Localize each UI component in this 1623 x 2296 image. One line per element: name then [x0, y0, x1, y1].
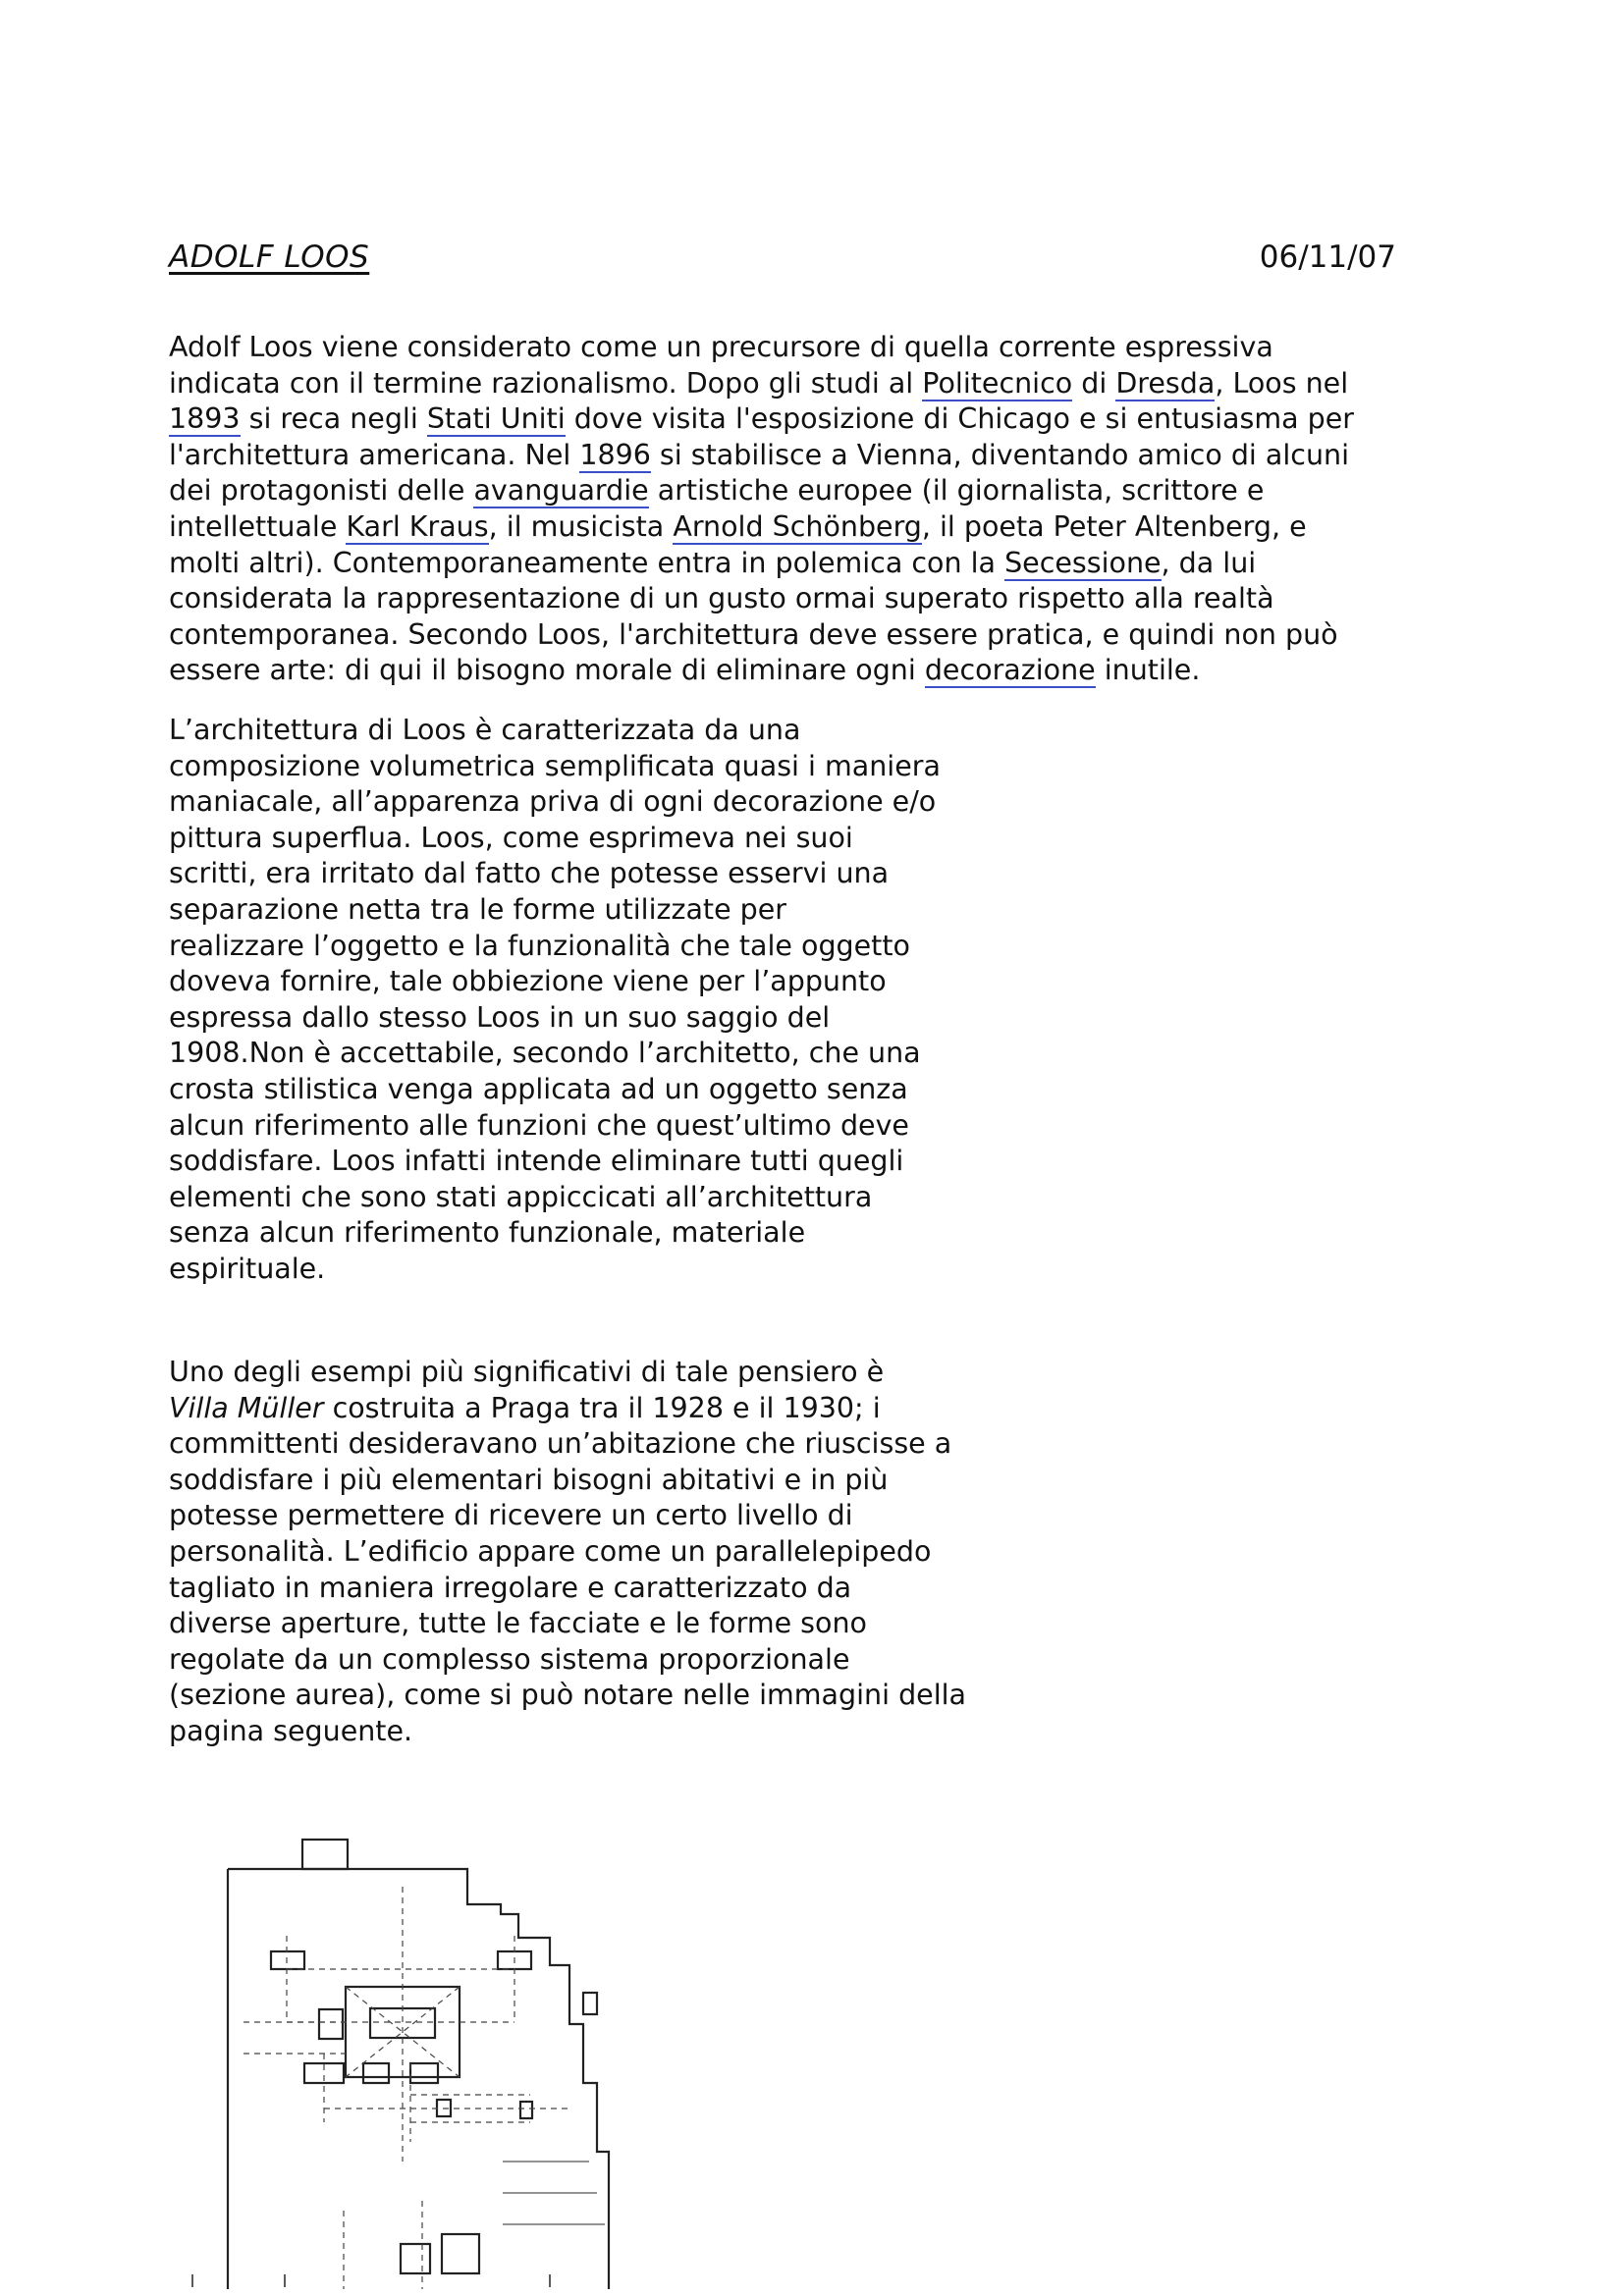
date: 06/11/07 [1259, 240, 1396, 275]
line: Adolf Loos viene considerato come un precursore di quella corrente espressiva [169, 331, 1273, 363]
line: regolate da un complesso sistema proporzionale [169, 1642, 850, 1676]
page-title: ADOLF LOOS [169, 240, 370, 275]
line: tagliato in maniera irregolare e caratterizzato da [169, 1571, 852, 1604]
text: molti altri). Contemporaneamente entra in polemica con la [169, 546, 1005, 579]
paragraph-architecture [169, 713, 954, 1288]
floor-plan-svg [177, 1828, 668, 2289]
link-1893[interactable]: 1893 [169, 402, 241, 436]
text: , Loos nel [1215, 366, 1349, 400]
inner-rect [401, 2244, 430, 2273]
line: espressa dallo stesso Loos in un suo saggio del [169, 1000, 831, 1034]
villa-muller-italic: Villa Müller [169, 1391, 324, 1424]
line: L’architettura di Loos è caratterizzata da una [169, 714, 801, 746]
link-secessione[interactable]: Secessione [1004, 546, 1162, 579]
header [169, 240, 1396, 283]
text: l'architettura americana. Nel [169, 438, 580, 471]
inner-rect [319, 2009, 343, 2039]
line: elementi che sono stati appiccicati all’architettura [169, 1180, 873, 1213]
line: alcun riferimento alle funzioni che quest’ultimo deve [169, 1108, 909, 1142]
line: (sezione aurea), come si può notare nelle immagini della [169, 1679, 966, 1712]
link-politecnico[interactable]: Politecnico [922, 366, 1073, 400]
link-1896[interactable]: 1896 [579, 438, 651, 471]
text: si stabilisce a Vienna, diventando amico di alcuni [650, 438, 1349, 471]
text: indicata con il termine razionalismo. Dopo gli studi al [169, 366, 923, 400]
line: potesse permettere di ricevere un certo livello di [169, 1499, 853, 1532]
line: soddisfare i più elementari bisogni abitativi e in più [169, 1463, 889, 1496]
text: artistiche europee (il giornalista, scrittore e [648, 474, 1265, 507]
line: contemporanea. Secondo Loos, l'architettura deve essere pratica, e quindi non può [169, 617, 1338, 651]
line: crosta stilistica venga applicata ad un oggetto senza [169, 1072, 908, 1105]
line: pittura superflua. Loos, come esprimeva nei suoi [169, 821, 853, 854]
paragraph-villa-muller [169, 1355, 974, 1750]
right-tab [583, 1993, 597, 2014]
line: considerata la rappresentazione di un gusto ormai superato rispetto alla realtà [169, 582, 1274, 615]
text: dei protagonisti delle [169, 474, 474, 507]
line: diverse aperture, tutte le facciate e le forme sono [169, 1607, 867, 1640]
text: costruita a Praga tra il 1928 e il 1930; i [323, 1391, 881, 1424]
line [169, 653, 1406, 689]
line: composizione volumetrica semplificata quasi i maniera [169, 749, 941, 782]
line [169, 366, 1406, 402]
line: realizzare l’oggetto e la funzionalità che tale oggetto [169, 929, 910, 962]
line: senza alcun riferimento funzionale, materiale [169, 1216, 806, 1250]
text: dove visita l'esposizione di Chicago e si entusiasma per [565, 402, 1354, 436]
paragraph-intro [169, 330, 1406, 689]
steps [503, 2162, 605, 2224]
text: , da lui [1161, 546, 1257, 579]
text: essere arte: di qui il bisogno morale di eliminare ogni [169, 654, 925, 687]
inner-rect [363, 2063, 389, 2083]
inner-rect [520, 2102, 532, 2118]
link-stati-uniti[interactable]: Stati Uniti [426, 402, 566, 436]
line [169, 473, 1406, 509]
link-dresda[interactable]: Dresda [1115, 366, 1216, 400]
inner-rect [271, 1951, 304, 1969]
floor-plan-drawing [177, 1828, 668, 2289]
link-decorazione[interactable]: decorazione [924, 654, 1096, 687]
line: Uno degli esempi più significativi di tale pensiero è [169, 1356, 885, 1388]
text: , il poeta Peter Altenberg, e [921, 509, 1307, 543]
line [169, 401, 1406, 438]
line: separazione netta tra le forme utilizzate per [169, 892, 787, 926]
line [169, 546, 1406, 582]
top-box [302, 1840, 348, 1869]
line: maniacale, all’apparenza priva di ogni decorazione e/o [169, 785, 937, 819]
text: intellettuale [169, 509, 347, 543]
line: espirituale. [169, 1252, 326, 1285]
line: personalità. L’edificio appare come un parallelepipedo [169, 1534, 932, 1568]
outer-wall-right [228, 1869, 609, 2289]
text: di [1072, 366, 1116, 400]
link-arnold-schonberg[interactable]: Arnold Schönberg [673, 509, 922, 543]
text: si reca negli [240, 402, 427, 436]
line: soddisfare. Loos infatti intende eliminare tutti quegli [169, 1145, 904, 1178]
inner-rect [442, 2234, 479, 2273]
line: pagina seguente. [169, 1714, 413, 1747]
line: doveva fornire, tale obbiezione viene per l’appunto [169, 965, 887, 998]
line [169, 1391, 974, 1427]
inner-rect [410, 2063, 438, 2083]
text: , il musicista [488, 509, 674, 543]
line: scritti, era irritato dal fatto che potesse esservi una [169, 857, 890, 890]
line [169, 509, 1406, 546]
line: committenti desideravano un’abitazione che riuscisse a [169, 1427, 952, 1461]
link-avanguardie[interactable]: avanguardie [473, 474, 649, 507]
link-karl-kraus[interactable]: Karl Kraus [346, 509, 489, 543]
line: 1908.Non è accettabile, secondo l’architetto, che una [169, 1037, 921, 1070]
central-rect [370, 2008, 435, 2038]
line [169, 438, 1406, 474]
text: inutile. [1095, 654, 1201, 687]
